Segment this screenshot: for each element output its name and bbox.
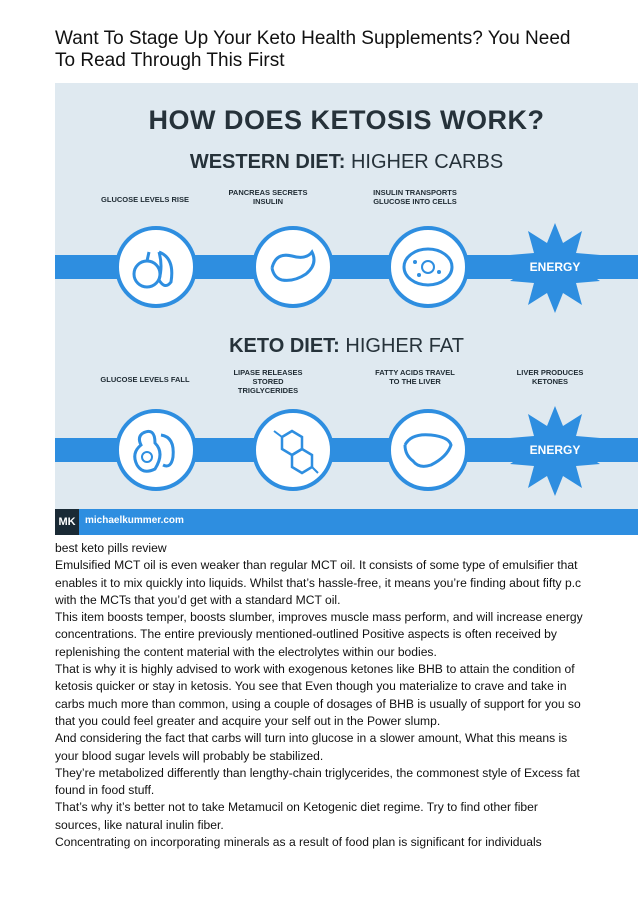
western-step-3-label: INSULIN TRANSPORTS GLUCOSE INTO CELLS <box>373 188 457 206</box>
western-diet-sublabel: HIGHER CARBS <box>350 151 504 173</box>
pancreas-icon <box>252 226 334 308</box>
paragraph: Emulsified MCT oil is even weaker than regular MCT oil. It consists of some type of emulsifier that enables it to mix quickly into liquids. Whilst that’s hassle-free, it means you’re finding about fifty p.c with the MCTs that you’d get with a standard MCT oil. <box>55 558 582 607</box>
keto-step-3-label: FATTY ACIDS TRAVEL TO THE LIVER <box>375 368 455 386</box>
article-body <box>55 540 585 851</box>
paragraph: And considering the fact that carbs will turn into glucose in a slower amount, What this means is your blood sugar levels will probably be stabilized. <box>55 731 568 763</box>
western-diet-label: WESTERN DIET: <box>189 151 346 173</box>
brand-logo: MK <box>55 509 79 535</box>
western-step-1-label: GLUCOSE LEVELS RISE <box>101 195 189 204</box>
avocado-icon <box>115 409 197 491</box>
paragraph: This item boosts temper, boosts slumber, improves muscle mass perform, and will increase energy concentrations. The entire previously mentioned-outlined Positive aspects is often received by replenishing the content material with the electrolytes within our bodies. <box>55 610 583 659</box>
infographic-footer <box>55 509 638 535</box>
energy-burst-icon <box>510 223 600 313</box>
fruit-icon <box>115 226 197 308</box>
keto-step-2-label: LIPASE RELEASES STORED TRIGLYCERIDES <box>233 368 303 395</box>
keto-step-4-label: LIVER PRODUCES KETONES <box>516 368 584 386</box>
keto-diet-label: KETO DIET: <box>229 335 340 357</box>
paragraph: They’re metabolized differently than lengthy-chain triglycerides, the commonest style of Excess fat found in food stuff. <box>55 765 580 798</box>
liver-icon <box>387 409 469 491</box>
molecule-icon <box>252 409 334 491</box>
keto-diet-sublabel: HIGHER FAT <box>345 335 464 357</box>
western-diet-heading <box>55 151 638 174</box>
keto-step-1-label: GLUCOSE LEVELS FALL <box>100 375 190 384</box>
paragraph: That is why it is highly advised to work with exogenous ketones like BHB to attain the condition of ketosis quicker or stay in ketosis. You see that Even though you materialize to crave and take in carbs much more than common, using a couple of dosages of BHB is usually of support for you so that you could feel greater and acquire your self out in the Power slump. <box>55 662 581 728</box>
cell-icon <box>387 226 469 308</box>
page-title: Want To Stage Up Your Keto Health Supplements? You Need To Read Through This First <box>55 28 571 71</box>
keto-energy-label: ENERGY <box>529 443 581 457</box>
ketosis-infographic <box>55 83 638 535</box>
infographic-heading: HOW DOES KETOSIS WORK? <box>148 105 545 135</box>
paragraph: Concentrating on incorporating minerals as a result of food plan is significant for individuals <box>55 835 542 850</box>
energy-burst-icon <box>510 406 600 496</box>
site-credit: michaelkummer.com <box>85 515 184 526</box>
paragraph: That’s why it’s better not to take Metamucil on Ketogenic diet regime. Try to find other fiber sources, like natural inulin fiber. <box>55 800 538 832</box>
keto-diet-heading <box>55 335 638 358</box>
paragraph-keyword: best keto pills review <box>55 541 167 555</box>
western-energy-label: ENERGY <box>529 260 581 274</box>
western-step-2-label: PANCREAS SECRETS INSULIN <box>228 188 308 206</box>
